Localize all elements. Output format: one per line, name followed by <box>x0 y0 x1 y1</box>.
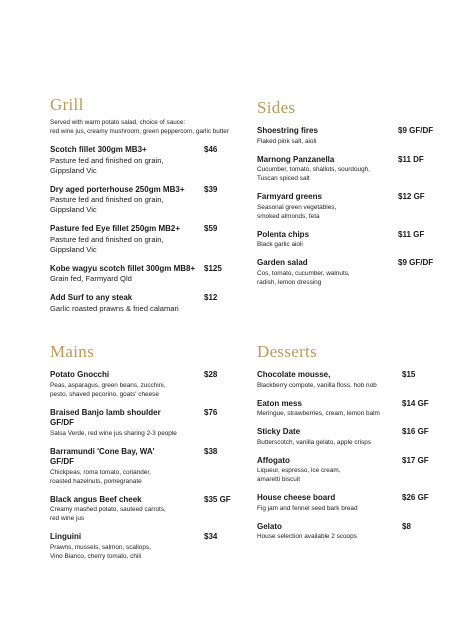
item-price: $76 <box>204 407 218 417</box>
item-description: Chickpeas, roma tomato, coriander, <box>50 468 151 476</box>
menu-item <box>50 264 240 285</box>
item-description: Meringue, strawberries, cream, lemon balm <box>257 410 380 417</box>
item-description: Cos, tomato, cucumber, walnuts, <box>257 269 350 277</box>
item-description: Peas, asparagus, green beans, zucchini, <box>50 381 166 389</box>
item-name: Black angus Beef cheek <box>50 494 142 504</box>
item-name: Polenta chips <box>257 229 310 239</box>
item-price: $38 <box>204 446 218 456</box>
item-description: radish, lemon dressing <box>257 278 322 286</box>
item-price: $28 <box>204 370 218 379</box>
menu-item <box>50 370 240 399</box>
item-name: Kobe wagyu scotch fillet 300gm MB8+ <box>50 263 196 273</box>
item-price: $15 <box>402 370 416 379</box>
item-name: Sticky Date <box>257 427 301 436</box>
item-description: Tuscan spiced salt <box>257 175 310 182</box>
item-description: amaretti biscuit <box>257 476 300 483</box>
item-price: $14 GF <box>402 398 429 408</box>
menu-item <box>257 230 442 250</box>
item-description: Blackberry compote, vanilla floss, hob nob <box>257 381 377 389</box>
item-description: House selection available 2 scoops <box>257 533 357 540</box>
item-name: Shoestring fires <box>257 126 318 135</box>
item-description: Gippsland Vic <box>50 165 97 175</box>
mains-title: Mains <box>50 342 94 361</box>
item-name: Braised Banjo lamb shoulder <box>50 407 161 417</box>
menu-item <box>50 408 240 438</box>
item-name: Dry aged porterhouse 250gm MB3+ <box>50 184 185 194</box>
item-description: Cucumber, tomato, shallots, sourdough, <box>257 166 370 173</box>
item-name: Farmyard greens <box>257 192 322 201</box>
grill-description-line: Served with warm potato salad, choice of sauce: <box>50 119 186 126</box>
item-price: $9 GF/DF <box>398 126 434 135</box>
item-description: Prawns, mussels, salmon, scallops, <box>50 543 151 551</box>
item-price: $125 <box>204 263 222 273</box>
menu-item <box>50 495 240 524</box>
item-name: Garden salad <box>257 258 308 267</box>
item-name: Pasture fed Eye fillet 250gm MB2+ <box>50 224 181 233</box>
item-description: Pasture fed and finished on grain, <box>50 155 164 165</box>
item-description: red wine jus <box>50 515 85 522</box>
item-name: Marnong Panzanella <box>257 154 335 164</box>
item-description: Pasture fed and finished on grain, <box>50 195 164 204</box>
item-price: $11 DF <box>398 154 424 164</box>
item-price: $34 <box>204 532 218 541</box>
item-description: roasted hazelnuts, pomegranate <box>50 477 142 485</box>
item-description: Creamy mashed potato, sauteed carrots, <box>50 506 166 513</box>
item-name: Potato Gnocchi <box>50 370 110 379</box>
grill-description <box>50 118 240 136</box>
item-name: Eaton mess <box>257 398 302 408</box>
menu-item <box>257 522 442 542</box>
item-name: Add Surf to any steak <box>50 293 133 302</box>
desserts-title: Desserts <box>257 342 317 361</box>
item-dietary-tag: GF/DF <box>50 418 74 427</box>
item-price: $46 <box>204 145 218 154</box>
item-description: Gippsland Vic <box>50 205 97 214</box>
menu-item <box>50 293 240 314</box>
sides-items <box>257 126 442 287</box>
item-description: Salsa Verde, red wine jus sharing 2-3 people <box>50 429 177 437</box>
item-price: $35 GF <box>204 494 231 504</box>
item-price: $9 GF/DF <box>398 258 434 267</box>
item-description: Liqueur, espresso, ice cream, <box>257 467 341 474</box>
item-description: Black garlic aioli <box>257 241 303 248</box>
grill-title: Grill <box>50 95 84 114</box>
item-dietary-tag: GF/DF <box>50 457 74 466</box>
item-name: House cheese board <box>257 493 336 502</box>
item-name: Linguini <box>50 532 82 541</box>
grill-section <box>50 96 240 314</box>
menu-item <box>257 126 442 146</box>
menu-item <box>257 258 442 287</box>
item-price: $12 GF <box>398 192 425 201</box>
sides-section <box>257 99 442 287</box>
desserts-items <box>257 370 442 541</box>
item-description: Fig jam and fennel seed bark bread <box>257 504 358 512</box>
menu-item <box>50 185 240 216</box>
item-name: Affogato <box>257 455 290 465</box>
menu-item <box>257 370 442 390</box>
menu-item <box>257 456 442 485</box>
desserts-section <box>257 343 442 541</box>
mains-section <box>50 343 240 561</box>
item-description: Grain fed, Farmyard Qld <box>50 274 132 283</box>
item-price: $26 GF <box>402 493 429 502</box>
item-description: Garlic roasted prawns & fried calamari <box>50 303 179 313</box>
item-price: $11 GF <box>398 229 425 239</box>
menu-item <box>257 155 442 184</box>
item-description: Butterscotch, vanilla gelato, apple crisps <box>257 438 372 446</box>
item-description: Vino Bianco, cherry tomato, chili <box>50 552 142 560</box>
item-price: $8 <box>402 521 411 531</box>
item-description: Flaked pink salt, aioli <box>257 137 317 145</box>
item-name: Gelato <box>257 521 282 531</box>
menu-item <box>50 145 240 176</box>
item-description: Gippsland Vic <box>50 244 97 254</box>
grill-description-line: red wine jus, creamy mushroom, green peppercorn, garlic butter <box>50 128 229 135</box>
menu-item <box>50 532 240 561</box>
item-price: $17 GF <box>402 455 429 465</box>
menu-item <box>257 493 442 513</box>
menu-item <box>257 427 442 447</box>
item-description: pesto, shaved pecorino, goats' cheese <box>50 390 159 398</box>
menu-item <box>257 399 442 419</box>
item-description: Seasonal green vegetables, <box>257 203 337 211</box>
item-name: Scotch fillet 300gm MB3+ <box>50 145 147 154</box>
item-description: smoked almonds, feta <box>257 212 320 220</box>
item-price: $59 <box>204 224 218 233</box>
item-name: Chocolate mousse, <box>257 370 331 379</box>
menu-item <box>50 224 240 255</box>
grill-items <box>50 145 240 314</box>
item-description: Pasture fed and finished on grain, <box>50 234 164 244</box>
item-price: $12 <box>204 293 218 302</box>
menu-item <box>50 447 240 486</box>
item-name: Barramundi 'Cone Bay, WA' <box>50 446 155 456</box>
item-price: $16 GF <box>402 427 429 436</box>
menu-item <box>257 192 442 221</box>
mains-items <box>50 370 240 561</box>
sides-title: Sides <box>257 98 296 117</box>
item-price: $39 <box>204 184 218 194</box>
